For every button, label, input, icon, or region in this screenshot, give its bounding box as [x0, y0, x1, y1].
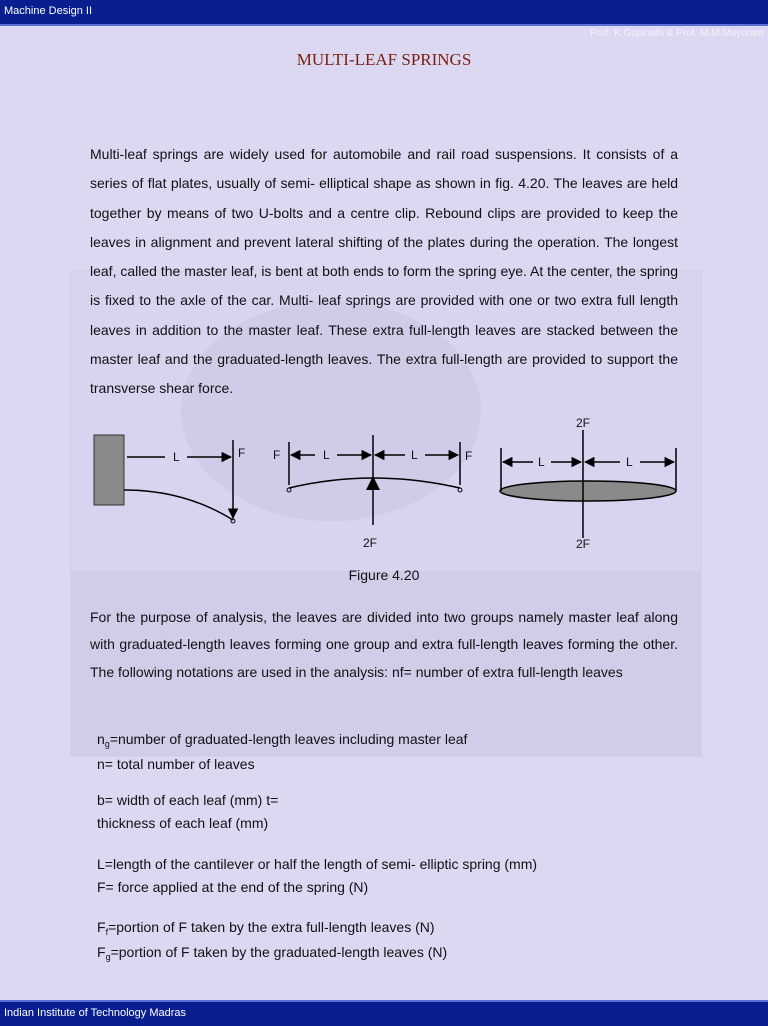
institute-name: Indian Institute of Technology Madras [4, 1007, 187, 1019]
label-F: F [273, 448, 281, 462]
label-F: F [238, 446, 246, 460]
page-title: MULTI-LEAF SPRINGS [296, 50, 472, 69]
notation-group-2 [97, 789, 697, 834]
label-2F: 2F [576, 416, 591, 430]
label-L: L [626, 455, 633, 469]
notation-b: b= width of each leaf (mm) t= [97, 792, 279, 808]
intro-paragraph: Multi-leaf springs are widely used for automobile and rail road suspensions. It consists of a series of flat plates, usually of semi- elliptical shape as shown in fig. 4.20. The leaves are held together by means of two U-bolts and a centre clip. Rebound clips are provided to keep the leaves in alignment and prevent lateral shifting of the plates during the operation. The longest leaf, called the master leaf, is bent at both ends to form the spring eye. At the center, the spring is fixed to the axle of the car. Multi- leaf springs are provided with one or two extra full length leaves in addition to the master leaf. These extra full-length leaves are stacked between the master leaf and the graduated-length leaves. The extra full-length are provided to support the transverse shear force. [90, 146, 678, 397]
leaf-spring-figure [85, 410, 685, 560]
notation-Ff: $F_f=portion$ of F taken by the extra full-length leaves (N) [97, 919, 435, 937]
notation-group-1 [97, 728, 697, 775]
course-title: Machine Design II [4, 5, 93, 17]
footer-bar [0, 1000, 768, 1026]
notation-n: n= total number of leaves [97, 755, 255, 772]
figure-caption: Figure 4.20 [348, 567, 420, 583]
authors: Prof. K.Gopinath & Prof. M.M.Mayuram [590, 28, 764, 39]
label-L: L [411, 448, 418, 462]
label-2F: 2F [363, 536, 378, 550]
notation-L: L=length of the cantilever or half the length of semi- elliptic spring (mm) [97, 856, 538, 872]
notation-group-4 [97, 916, 697, 965]
analysis-paragraph: For the purpose of analysis, the leaves are divided into two groups namely master leaf along with graduated-length leaves forming one group and extra full-length leaves forming the other. The following notations are used in the analysis: nf= number of extra full-length leaves [90, 609, 678, 680]
notation-F: F= force applied at the end of the spring (N) [97, 878, 369, 895]
header-bar [0, 0, 768, 26]
semi-elliptic-diagram [273, 435, 472, 550]
notation-ng: $n_g=number$ of graduated-length leaves including master leaf [97, 731, 468, 749]
notation-t: thickness of each leaf (mm) [97, 814, 269, 831]
label-F: F [465, 449, 473, 463]
cantilever-diagram [94, 435, 245, 523]
label-L: L [538, 455, 545, 469]
label-L: L [323, 448, 330, 462]
notation-group-3 [97, 853, 697, 898]
label-L: L [173, 450, 180, 464]
label-2F: 2F [576, 537, 591, 551]
notation-Fg: $F_g=portion$ of F taken by the graduated-length leaves (N) [97, 943, 448, 962]
full-elliptic-diagram [500, 416, 676, 551]
